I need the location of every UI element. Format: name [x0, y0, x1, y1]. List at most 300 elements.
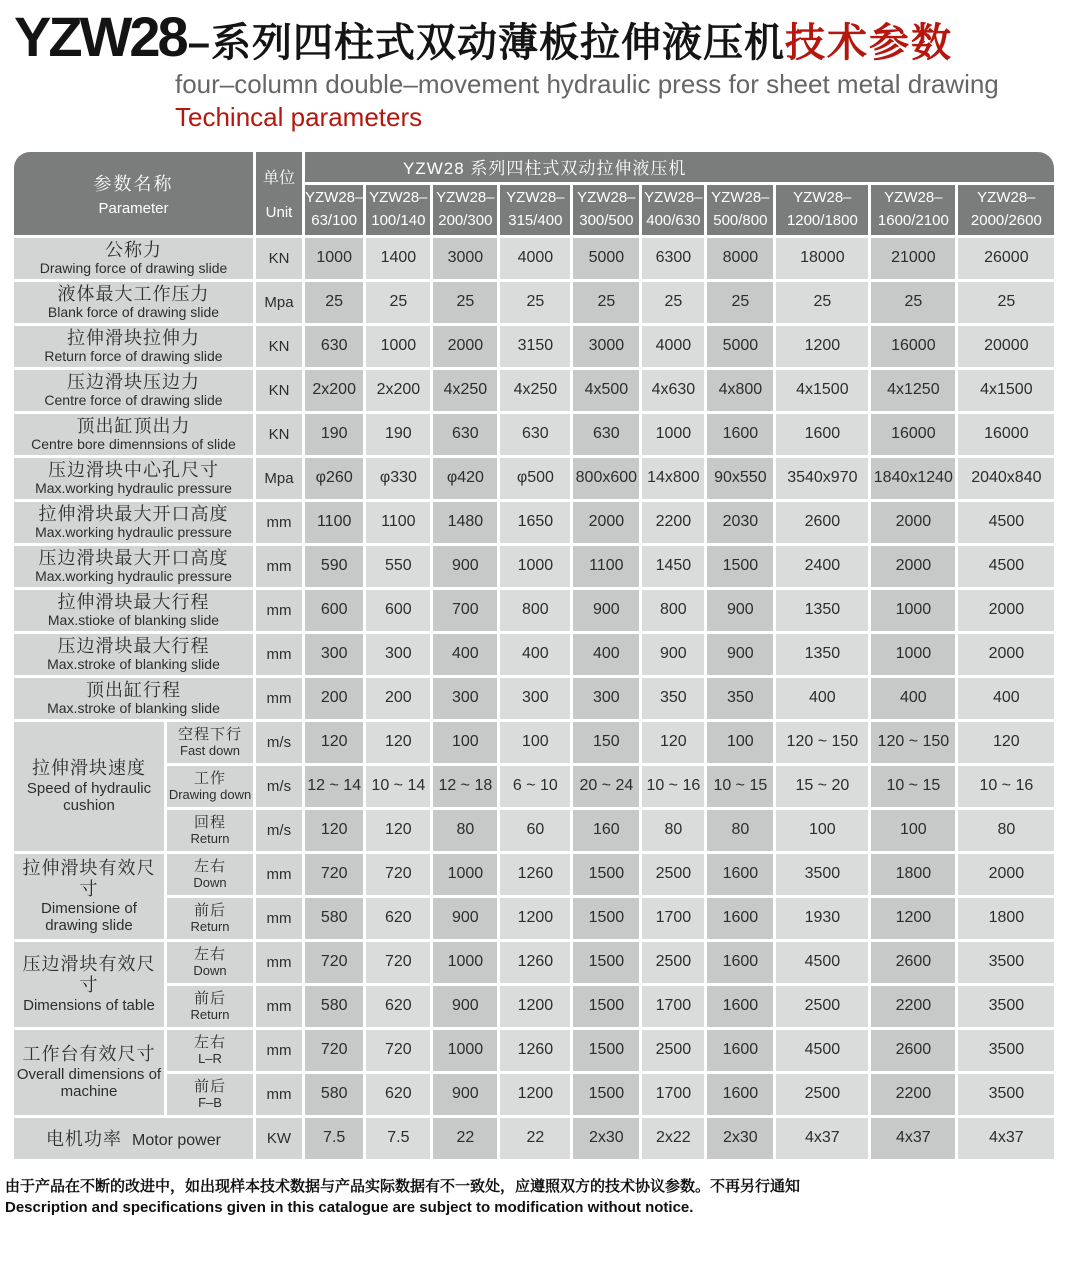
- value-cell: 580: [305, 898, 363, 939]
- sub-label: [167, 766, 253, 807]
- label-cn: 压边滑块中心孔尺寸: [48, 459, 219, 480]
- value-cell: 7.5: [366, 1118, 430, 1159]
- value-cell: 1700: [642, 986, 704, 1027]
- table-row: [14, 854, 1054, 895]
- param-column-header: [14, 152, 253, 235]
- value-cell: 300: [500, 678, 570, 719]
- unit-cell: KN: [256, 370, 302, 411]
- model-header-2000/2600: [958, 185, 1054, 235]
- value-cell: 1600: [707, 1074, 773, 1115]
- value-cell: 2030: [707, 502, 773, 543]
- model-header-1600/2100: [871, 185, 955, 235]
- table-row: [14, 678, 1054, 719]
- value-cell: 720: [366, 942, 430, 983]
- series-group-header: YZW28 系列四柱式双动拉伸液压机: [305, 152, 1054, 182]
- unit-cell: mm: [256, 502, 302, 543]
- value-cell: 4x1500: [776, 370, 868, 411]
- param-label: [14, 590, 253, 631]
- unit-cell: m/s: [256, 810, 302, 851]
- subtitle-english: four–column double–movement hydraulic press for sheet metal drawing: [175, 69, 999, 99]
- label-en: Return: [190, 831, 230, 847]
- value-cell: 580: [305, 1074, 363, 1115]
- value-cell: 620: [366, 1074, 430, 1115]
- value-cell: 350: [707, 678, 773, 719]
- table-row: [14, 282, 1054, 323]
- label-en: Speed of hydraulic cushion: [26, 779, 152, 815]
- table-row: [14, 634, 1054, 675]
- model-series: YZW28–: [369, 189, 428, 207]
- value-cell: 4x250: [433, 370, 497, 411]
- value-cell: 1800: [871, 854, 955, 895]
- table-row: [14, 942, 1054, 983]
- label-en: Overall dimensions of machine: [16, 1065, 162, 1101]
- value-cell: 1000: [871, 634, 955, 675]
- value-cell: 1500: [573, 1074, 639, 1115]
- value-cell: 1200: [500, 898, 570, 939]
- value-cell: 1600: [776, 414, 868, 455]
- value-cell: 2000: [958, 634, 1054, 675]
- value-cell: 1200: [776, 326, 868, 367]
- value-cell: 80: [433, 810, 497, 851]
- value-cell: 4500: [958, 502, 1054, 543]
- value-cell: 10 ~ 16: [642, 766, 704, 807]
- model-header-63/100: [305, 185, 363, 235]
- label-en: Return force of drawing slide: [44, 348, 223, 365]
- model-series: YZW28–: [577, 189, 636, 207]
- sub-label: [167, 722, 253, 763]
- value-cell: 18000: [776, 238, 868, 279]
- value-cell: 16000: [871, 326, 955, 367]
- sub-label: [167, 810, 253, 851]
- value-cell: 1200: [871, 898, 955, 939]
- label-cn: 压边滑块压边力: [67, 371, 200, 392]
- model-series: YZW28–: [711, 189, 770, 207]
- value-cell: 2500: [642, 854, 704, 895]
- value-cell: 80: [958, 810, 1054, 851]
- value-cell: 2x200: [305, 370, 363, 411]
- value-cell: 4x630: [642, 370, 704, 411]
- model-series: YZW28–: [644, 189, 703, 207]
- label-cn: 拉伸滑块最大行程: [57, 591, 210, 612]
- value-cell: 1500: [573, 854, 639, 895]
- model-header-400/630: [642, 185, 704, 235]
- model-size: 1200/1800: [786, 211, 858, 229]
- value-cell: 1000: [642, 414, 704, 455]
- value-cell: 15 ~ 20: [776, 766, 868, 807]
- value-cell: 60: [500, 810, 570, 851]
- value-cell: 14x800: [642, 458, 704, 499]
- value-cell: 1200: [500, 1074, 570, 1115]
- value-cell: 3000: [433, 238, 497, 279]
- value-cell: 12 ~ 14: [305, 766, 363, 807]
- unit-cell: mm: [256, 1030, 302, 1071]
- value-cell: 200: [366, 678, 430, 719]
- value-cell: 900: [433, 1074, 497, 1115]
- header-row-group: [14, 152, 1054, 182]
- value-cell: 2200: [642, 502, 704, 543]
- value-cell: 8000: [707, 238, 773, 279]
- value-cell: 2x22: [642, 1118, 704, 1159]
- value-cell: 3540x970: [776, 458, 868, 499]
- section-label: [14, 722, 164, 851]
- value-cell: 1500: [573, 942, 639, 983]
- footer-note-cn: 由于产品在不断的改进中，如出现样本技术数据与产品实际数据有不一致处，应遵照双方的技术协议参数。不再另行通知: [5, 1177, 801, 1195]
- label-cn: 拉伸滑块有效尺寸: [22, 857, 156, 899]
- label-en: Drawing force of drawing slide: [39, 260, 228, 277]
- unit-cell: Mpa: [256, 282, 302, 323]
- value-cell: 700: [433, 590, 497, 631]
- label-en: Dimensione of drawing slide: [41, 900, 137, 935]
- label-en: Down: [193, 875, 227, 891]
- value-cell: 4x1250: [871, 370, 955, 411]
- model-size: 200/300: [438, 211, 493, 229]
- value-cell: 25: [366, 282, 430, 323]
- model-series: YZW28–: [436, 189, 495, 207]
- title-block: [0, 0, 1070, 133]
- model-size: 100/140: [371, 211, 426, 229]
- unit-cell: m/s: [256, 722, 302, 763]
- model-series: YZW28–: [305, 189, 364, 207]
- value-cell: 900: [573, 590, 639, 631]
- value-cell: 1840x1240: [871, 458, 955, 499]
- value-cell: 400: [776, 678, 868, 719]
- value-cell: 25: [433, 282, 497, 323]
- value-cell: 25: [305, 282, 363, 323]
- value-cell: 2500: [642, 1030, 704, 1071]
- value-cell: 3500: [958, 1030, 1054, 1071]
- value-cell: 160: [573, 810, 639, 851]
- value-cell: 1600: [707, 414, 773, 455]
- value-cell: 25: [573, 282, 639, 323]
- label-en: Fast down: [180, 743, 240, 759]
- label-en: Blank force of drawing slide: [47, 304, 220, 321]
- label-en: Max.stroke of blanking slide: [47, 700, 220, 717]
- label-en: L–R: [198, 1051, 222, 1067]
- param-label: [14, 326, 253, 367]
- value-cell: 630: [500, 414, 570, 455]
- value-cell: 120: [958, 722, 1054, 763]
- value-cell: 900: [642, 634, 704, 675]
- value-cell: 400: [573, 634, 639, 675]
- value-cell: 4x37: [871, 1118, 955, 1159]
- label-cn: 左右: [193, 1034, 226, 1051]
- label-en: F–B: [198, 1095, 222, 1111]
- param-label: [14, 546, 253, 587]
- value-cell: 10 ~ 15: [871, 766, 955, 807]
- model-size: 300/500: [579, 211, 634, 229]
- value-cell: 1650: [500, 502, 570, 543]
- value-cell: 1500: [573, 898, 639, 939]
- value-cell: 120 ~ 150: [776, 722, 868, 763]
- value-cell: 1350: [776, 590, 868, 631]
- model-size: 63/100: [311, 211, 358, 229]
- label-cn: 拉伸滑块速度: [32, 758, 146, 779]
- value-cell: 7.5: [305, 1118, 363, 1159]
- label-cn: 前后: [193, 990, 226, 1007]
- parameters-table: [11, 149, 1057, 1162]
- label-en: Centre bore dimennsions of slide: [31, 436, 236, 453]
- param-header-cn: 参数名称: [93, 173, 174, 194]
- value-cell: 400: [500, 634, 570, 675]
- value-cell: 1700: [642, 898, 704, 939]
- value-cell: φ330: [366, 458, 430, 499]
- value-cell: 630: [573, 414, 639, 455]
- value-cell: 10 ~ 14: [366, 766, 430, 807]
- value-cell: 25: [707, 282, 773, 323]
- sub-label: [167, 1074, 253, 1115]
- label-cn: 顶出缸顶出力: [76, 415, 191, 436]
- value-cell: 630: [305, 326, 363, 367]
- value-cell: 2x30: [707, 1118, 773, 1159]
- value-cell: 1600: [707, 986, 773, 1027]
- value-cell: 720: [305, 942, 363, 983]
- value-cell: 90x550: [707, 458, 773, 499]
- label-cn: 回程: [193, 814, 226, 831]
- value-cell: 4x37: [776, 1118, 868, 1159]
- label-cn: 压边滑块有效尺寸: [22, 954, 156, 996]
- table-row: [14, 898, 1054, 939]
- value-cell: 2500: [776, 1074, 868, 1115]
- model-series: YZW28–: [977, 189, 1036, 207]
- value-cell: 5000: [707, 326, 773, 367]
- value-cell: 300: [305, 634, 363, 675]
- model-header-100/140: [366, 185, 430, 235]
- value-cell: 1600: [707, 1030, 773, 1071]
- value-cell: 400: [871, 678, 955, 719]
- value-cell: 2040x840: [958, 458, 1054, 499]
- value-cell: 26000: [958, 238, 1054, 279]
- param-label: [14, 502, 253, 543]
- value-cell: 16000: [871, 414, 955, 455]
- value-cell: 190: [366, 414, 430, 455]
- value-cell: 22: [433, 1118, 497, 1159]
- sub-label: [167, 1030, 253, 1071]
- value-cell: 80: [642, 810, 704, 851]
- unit-cell: KN: [256, 414, 302, 455]
- model-size: 1600/2100: [877, 211, 949, 229]
- value-cell: 25: [958, 282, 1054, 323]
- label-cn: 左右: [193, 946, 226, 963]
- value-cell: 2000: [573, 502, 639, 543]
- label-cn: 拉伸滑块拉伸力: [67, 327, 200, 348]
- value-cell: 1930: [776, 898, 868, 939]
- value-cell: 25: [871, 282, 955, 323]
- param-label: [14, 370, 253, 411]
- value-cell: 2000: [433, 326, 497, 367]
- param-label: [14, 282, 253, 323]
- value-cell: 4x250: [500, 370, 570, 411]
- model-series: YZW28–: [884, 189, 943, 207]
- value-cell: 4x800: [707, 370, 773, 411]
- sub-label: [167, 854, 253, 895]
- value-cell: 550: [366, 546, 430, 587]
- value-cell: 2x200: [366, 370, 430, 411]
- unit-cell: mm: [256, 898, 302, 939]
- value-cell: 22: [500, 1118, 570, 1159]
- label-en: Return: [190, 919, 230, 935]
- value-cell: 800: [500, 590, 570, 631]
- value-cell: 20000: [958, 326, 1054, 367]
- value-cell: 1700: [642, 1074, 704, 1115]
- sub-label: [167, 942, 253, 983]
- unit-cell: KN: [256, 238, 302, 279]
- value-cell: 4x1500: [958, 370, 1054, 411]
- value-cell: 900: [433, 898, 497, 939]
- label-en: Max.working hydraulic pressure: [35, 480, 232, 497]
- value-cell: 1500: [707, 546, 773, 587]
- value-cell: 300: [573, 678, 639, 719]
- value-cell: 4500: [776, 1030, 868, 1071]
- value-cell: 3500: [958, 942, 1054, 983]
- value-cell: 800x600: [573, 458, 639, 499]
- value-cell: φ420: [433, 458, 497, 499]
- value-cell: 4000: [500, 238, 570, 279]
- label-cn: 拉伸滑块最大开口高度: [38, 503, 229, 524]
- value-cell: 1000: [305, 238, 363, 279]
- value-cell: 2500: [642, 942, 704, 983]
- value-cell: 600: [305, 590, 363, 631]
- value-cell: 1000: [433, 854, 497, 895]
- value-cell: 1000: [433, 1030, 497, 1071]
- value-cell: 200: [305, 678, 363, 719]
- value-cell: 6300: [642, 238, 704, 279]
- value-cell: 2200: [871, 1074, 955, 1115]
- label-cn: 工作: [193, 770, 226, 787]
- table-row: [14, 414, 1054, 455]
- model-header-300/500: [573, 185, 639, 235]
- title-chinese-red: 技术参数: [784, 21, 953, 65]
- value-cell: 190: [305, 414, 363, 455]
- value-cell: 580: [305, 986, 363, 1027]
- unit-cell: mm: [256, 546, 302, 587]
- value-cell: 1800: [958, 898, 1054, 939]
- value-cell: 2x30: [573, 1118, 639, 1159]
- label-cn: 前后: [193, 902, 226, 919]
- value-cell: 120: [305, 722, 363, 763]
- label-cn: 液体最大工作压力: [57, 283, 210, 304]
- param-label-inline: [14, 1125, 253, 1151]
- value-cell: 2000: [871, 546, 955, 587]
- label-en: Max.working hydraulic pressure: [35, 524, 232, 541]
- value-cell: 100: [433, 722, 497, 763]
- label-en: Motor power: [132, 1132, 221, 1150]
- value-cell: 2400: [776, 546, 868, 587]
- value-cell: 1000: [433, 942, 497, 983]
- value-cell: 1100: [305, 502, 363, 543]
- unit-cell: mm: [256, 590, 302, 631]
- value-cell: 350: [642, 678, 704, 719]
- unit-cell: mm: [256, 942, 302, 983]
- value-cell: 120: [366, 722, 430, 763]
- value-cell: 100: [707, 722, 773, 763]
- table-row: [14, 370, 1054, 411]
- value-cell: 900: [707, 590, 773, 631]
- label-en: Down: [193, 963, 227, 979]
- value-cell: 300: [366, 634, 430, 675]
- label-cn: 左右: [193, 858, 226, 875]
- value-cell: 1100: [573, 546, 639, 587]
- value-cell: 2000: [958, 590, 1054, 631]
- table-row: [14, 502, 1054, 543]
- value-cell: 620: [366, 898, 430, 939]
- value-cell: 3500: [958, 1074, 1054, 1115]
- value-cell: 1400: [366, 238, 430, 279]
- label-en: Max.stioke of blanking slide: [47, 612, 220, 629]
- value-cell: 4000: [642, 326, 704, 367]
- value-cell: φ260: [305, 458, 363, 499]
- sub-label: [167, 898, 253, 939]
- value-cell: 21000: [871, 238, 955, 279]
- table-row: [14, 810, 1054, 851]
- value-cell: 12 ~ 18: [433, 766, 497, 807]
- value-cell: 1600: [707, 854, 773, 895]
- value-cell: 720: [305, 1030, 363, 1071]
- param-header-en: Parameter: [98, 199, 169, 217]
- value-cell: 2600: [871, 1030, 955, 1071]
- unit-cell: mm: [256, 678, 302, 719]
- value-cell: 1480: [433, 502, 497, 543]
- unit-cell: m/s: [256, 766, 302, 807]
- param-label: [14, 634, 253, 675]
- model-series: YZW28–: [793, 189, 852, 207]
- model-header-1200/1800: [776, 185, 868, 235]
- value-cell: 1260: [500, 942, 570, 983]
- table-row: [14, 1118, 1054, 1159]
- value-cell: 5000: [573, 238, 639, 279]
- value-cell: 20 ~ 24: [573, 766, 639, 807]
- value-cell: 2000: [871, 502, 955, 543]
- value-cell: 1500: [573, 986, 639, 1027]
- unit-cell: mm: [256, 854, 302, 895]
- value-cell: 100: [500, 722, 570, 763]
- value-cell: 120: [305, 810, 363, 851]
- section-label: [14, 942, 164, 1027]
- value-cell: 590: [305, 546, 363, 587]
- param-label: [14, 414, 253, 455]
- table-row: [14, 546, 1054, 587]
- label-cn: 公称力: [105, 239, 162, 260]
- value-cell: 2200: [871, 986, 955, 1027]
- label-en: Max.working hydraulic pressure: [35, 568, 232, 585]
- value-cell: 720: [305, 854, 363, 895]
- sub-label: [167, 986, 253, 1027]
- value-cell: 1000: [500, 546, 570, 587]
- model-header-500/800: [707, 185, 773, 235]
- label-cn: 压边滑块最大行程: [57, 635, 210, 656]
- value-cell: 600: [366, 590, 430, 631]
- unit-cell: KN: [256, 326, 302, 367]
- unit-cell: mm: [256, 1074, 302, 1115]
- value-cell: 720: [366, 854, 430, 895]
- value-cell: 720: [366, 1030, 430, 1071]
- param-label: [14, 678, 253, 719]
- value-cell: 400: [958, 678, 1054, 719]
- table-row: [14, 458, 1054, 499]
- model-size: 2000/2600: [970, 211, 1042, 229]
- value-cell: 1260: [500, 854, 570, 895]
- value-cell: 1100: [366, 502, 430, 543]
- label-cn: 工作台有效尺寸: [22, 1044, 156, 1065]
- value-cell: 1600: [707, 898, 773, 939]
- value-cell: 2500: [776, 986, 868, 1027]
- model-header-315/400: [500, 185, 570, 235]
- title-chinese: –系列四柱式双动薄板拉伸液压机: [187, 21, 785, 65]
- value-cell: 900: [433, 986, 497, 1027]
- value-cell: 25: [642, 282, 704, 323]
- value-cell: 120: [366, 810, 430, 851]
- value-cell: 300: [433, 678, 497, 719]
- value-cell: 25: [776, 282, 868, 323]
